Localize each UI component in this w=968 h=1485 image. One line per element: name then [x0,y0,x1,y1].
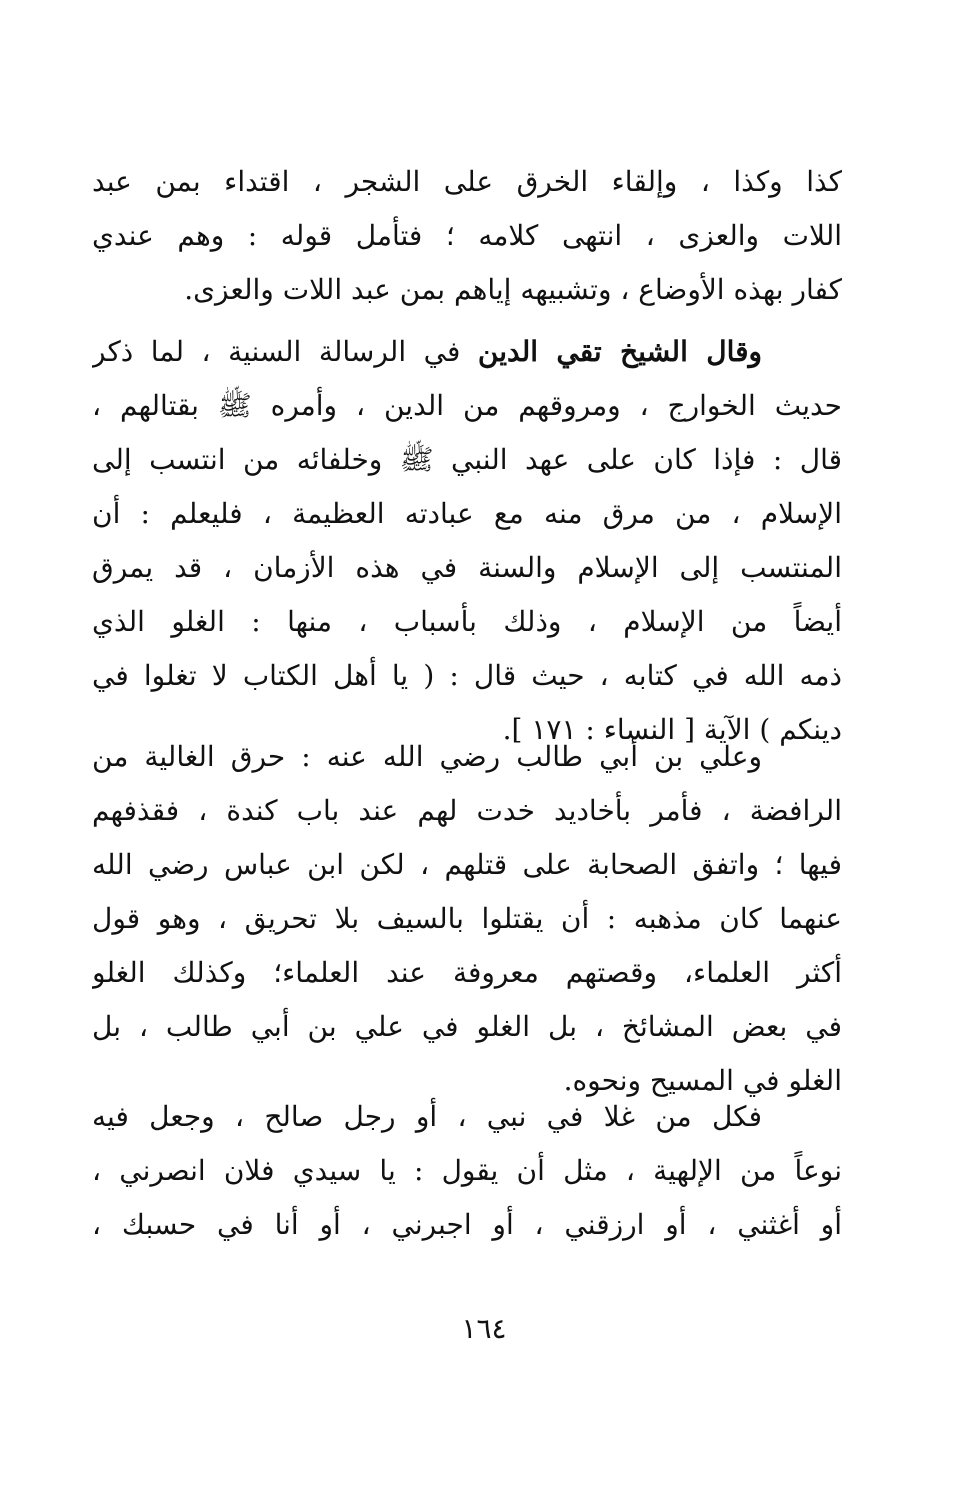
text-line: فيها ؛ واتفق الصحابة على قتلهم ، لكن ابن عباس رضي الله [92,848,842,881]
text-line: كذا وكذا ، وإلقاء الخرق على الشجر ، اقتداء بمن عبد [92,165,842,198]
text-line: حديث الخوارج ، ومروقهم من الدين ، وأمره ﷺ بقتالهم ، [92,389,842,422]
text-line-rest: في الرسالة السنية ، لما ذكر [92,335,478,368]
text-line: وعلي بن أبي طالب رضي الله عنه : حرق الغالية من [92,740,762,773]
text-line: الغلو في المسيح ونحوه. [563,1064,842,1097]
text-line: الإسلام ، من مرق منه مع عبادته العظيمة ، فليعلم : أن [92,497,842,530]
text-line: اللات والعزى ، انتهى كلامه ؛ فتأمل قوله : وهم عندي [92,219,842,252]
text-line: ذمه الله في كتابه ، حيث قال : ( يا أهل الكتاب لا تغلوا في [92,659,842,692]
paragraph-3 [92,730,842,1108]
page-number: ١٦٤ [461,1312,507,1345]
text-line: أكثر العلماء، وقصتهم معروفة عند العلماء؛ وكذلك الغلو [92,956,842,989]
paragraph-4 [92,1090,842,1252]
text-line: فكل من غلا في نبي ، أو رجل صالح ، وجعل فيه [92,1100,762,1133]
text-line-first [92,325,842,379]
paragraph-2 [92,325,842,757]
text-line: كفار بهذه الأوضاع ، وتشبيهه إياهم بمن عبد اللات والعزى. [184,273,842,306]
text-line: عنهما كان مذهبه : أن يقتلوا بالسيف بلا تحريق ، وهو قول [92,902,842,935]
text-line: أو أغثني ، أو ارزقني ، أو اجبرني ، أو أنا في حسبك ، [92,1208,842,1241]
text-line: أيضاً من الإسلام ، وذلك بأسباب ، منها : الغلو الذي [92,605,842,638]
text-line: المنتسب إلى الإسلام والسنة في هذه الأزمان ، قد يمرق [92,551,842,584]
text-line: في بعض المشائخ ، بل الغلو في علي بن أبي طالب ، بل [92,1010,842,1043]
text-line: دينكم ) الآية [ النساء : ١٧١ ]. [502,713,842,746]
text-line: الرافضة ، فأمر بأخاديد خدت لهم عند باب كندة ، فقذفهم [92,794,842,827]
bold-heading-phrase: وقال الشيخ تقي الدين [477,335,763,368]
text-line: نوعاً من الإلهية ، مثل أن يقول : يا سيدي فلان انصرني ، [92,1154,842,1187]
paragraph-1 [92,155,842,317]
text-line: قال : فإذا كان على عهد النبي ﷺ وخلفائه من انتسب إلى [92,443,842,476]
